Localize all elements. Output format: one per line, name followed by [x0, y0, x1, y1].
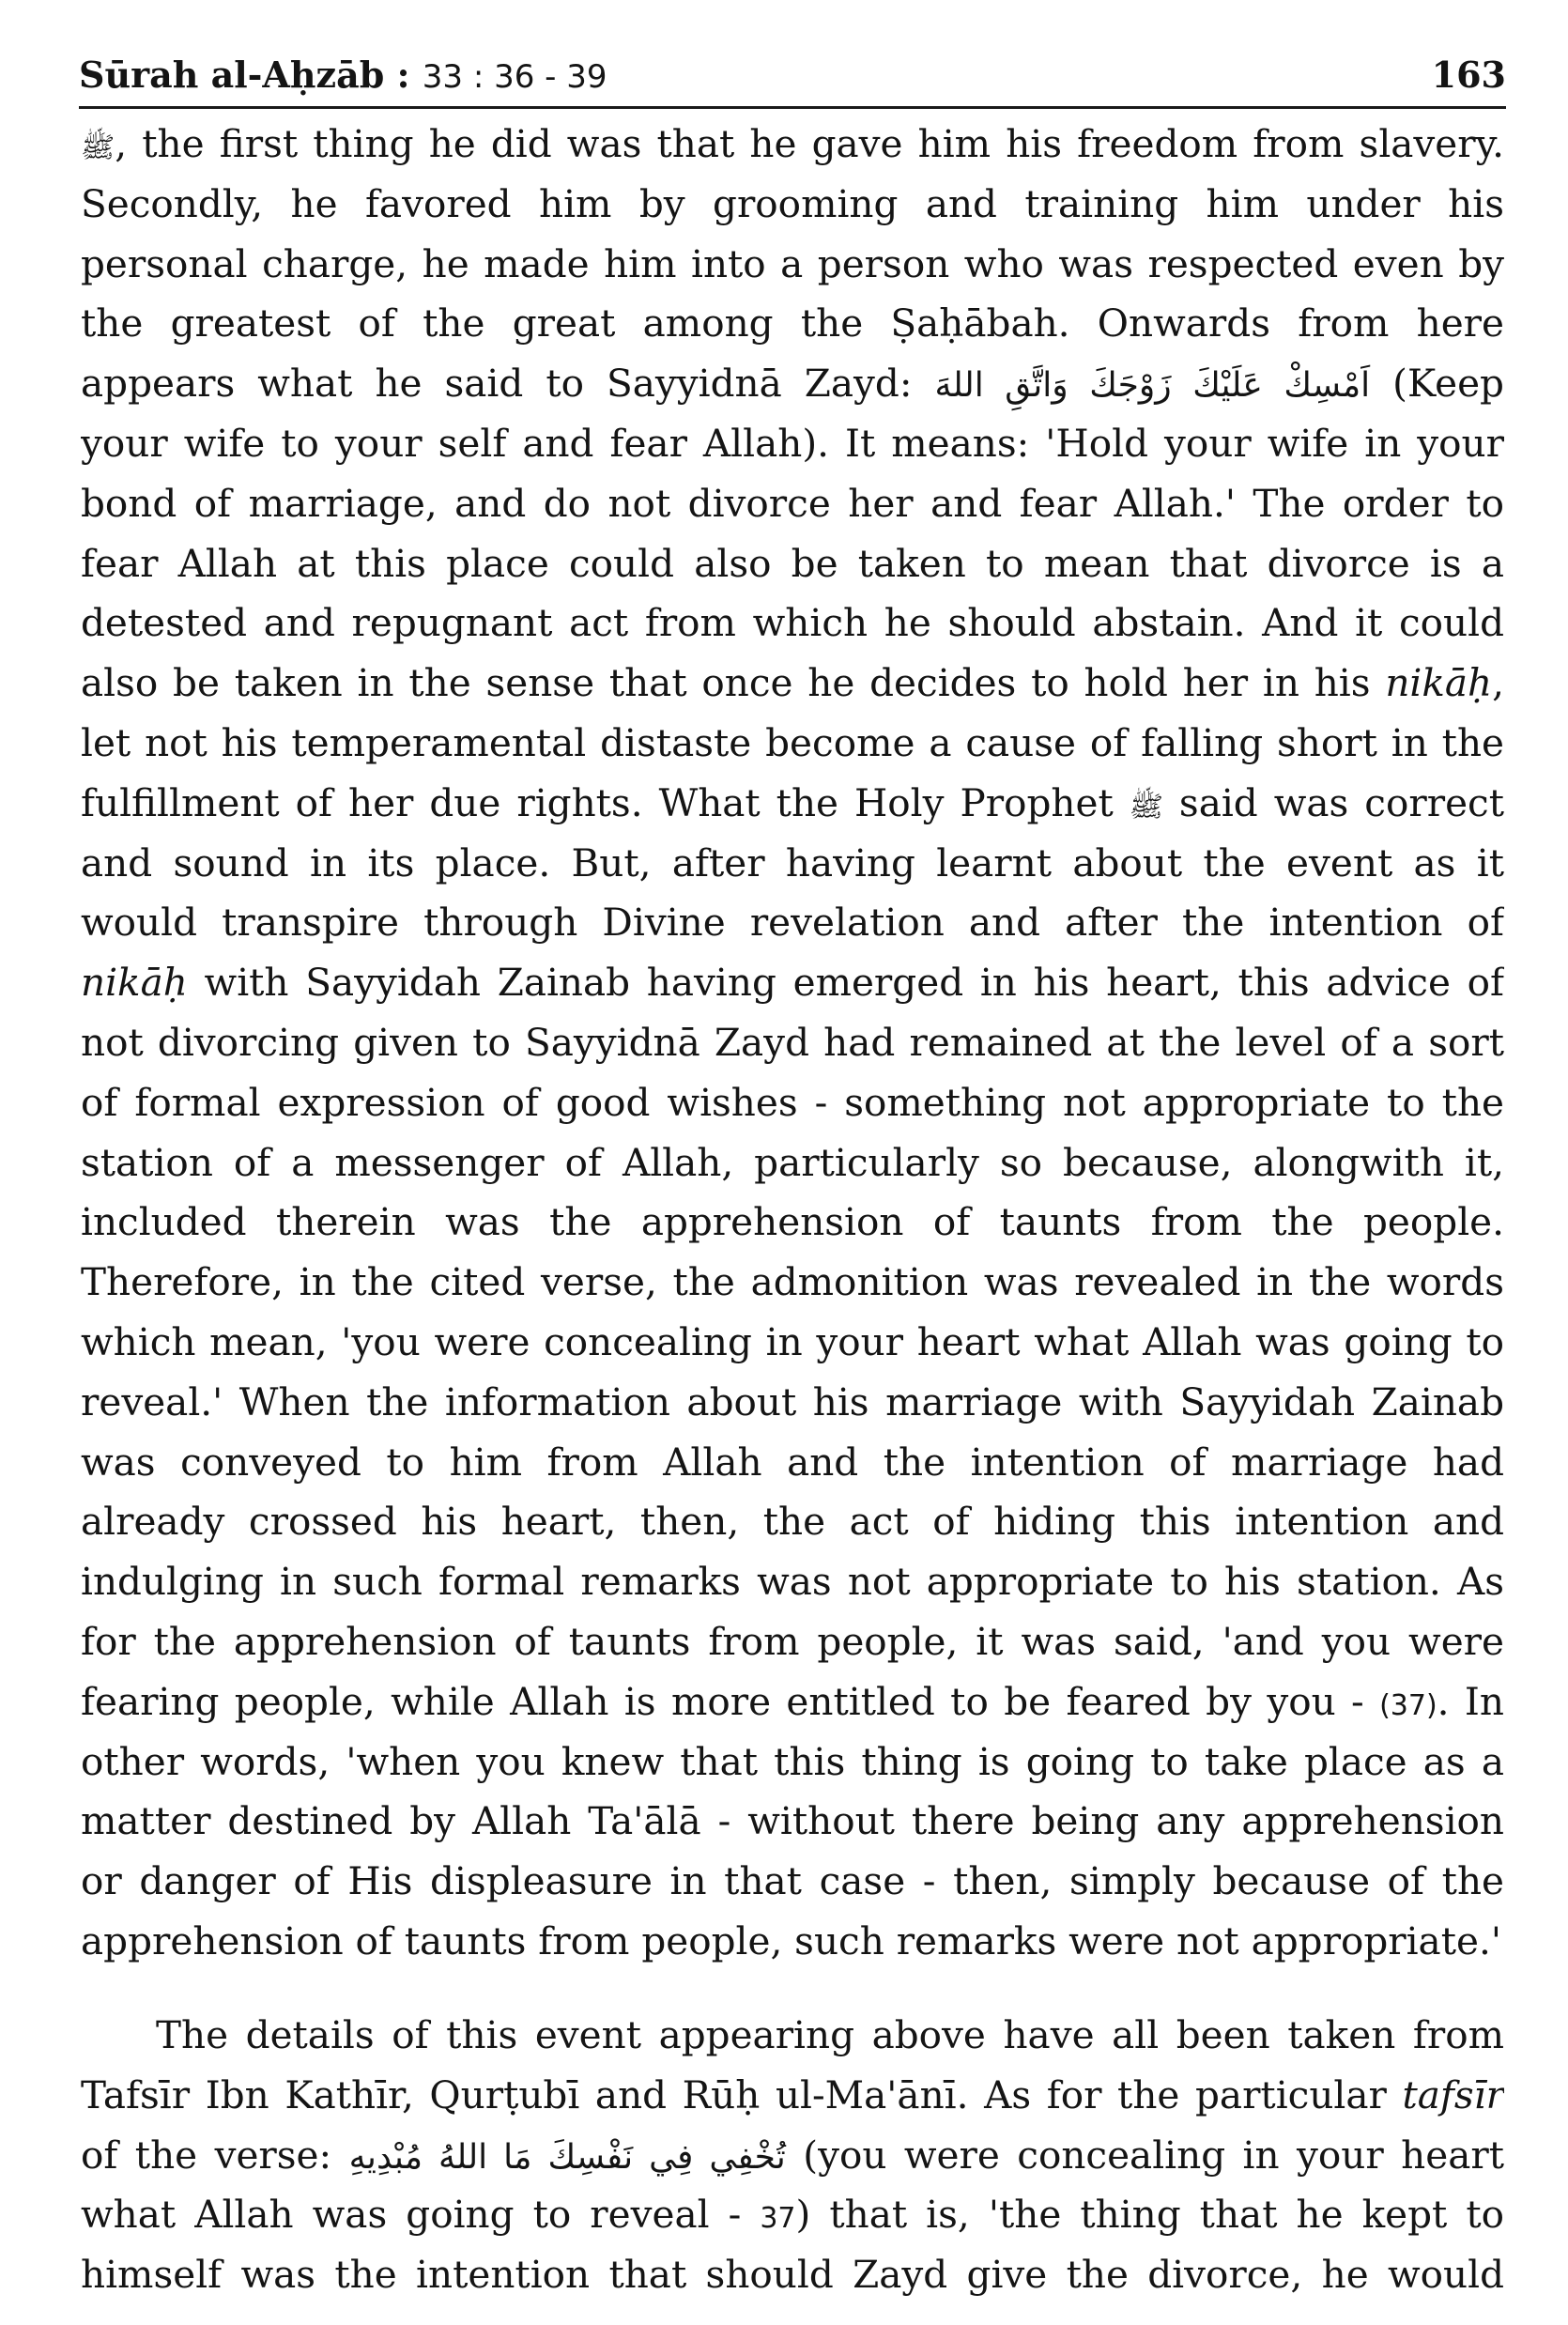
text-line: Tafsīr Ibn Kathīr, Qurṭubī and Rūḥ ul-Ma'ānī. As for the particular tafsīr: [81, 2071, 1504, 2117]
text-line: of the verse: تُخْفِي فِي نَفْسِكَ مَا اللهُ مُبْدِيهِ (you were concealing in your heart: [81, 2132, 1504, 2178]
text-line: detested and repugnant act from which he should abstain. And it could: [81, 600, 1504, 646]
text-line: and sound in its place. But, after having learnt about the event as it: [81, 839, 1504, 885]
text-line: already crossed his heart, then, the act of hiding this intention and: [81, 1499, 1504, 1545]
text-line: personal charge, he made him into a person who was respected even by: [81, 240, 1504, 286]
verse-reference: 33 : 36 - 39: [422, 58, 607, 96]
arabic-quote: تُخْفِي فِي نَفْسِكَ مَا اللهُ مُبْدِيهِ: [348, 2137, 786, 2177]
paragraph-1: [81, 115, 1504, 1972]
text-line: nikāḥ with Sayyidah Zainab having emerged in his heart, this advice of: [81, 960, 1504, 1006]
surah-name: Sūrah al-Aḥzāb :: [79, 54, 423, 96]
paragraph-2: [81, 2006, 1504, 2305]
text-line: would transpire through Divine revelation and after the intention of: [81, 900, 1504, 946]
text-line: of formal expression of good wishes - something not appropriate to the: [81, 1079, 1504, 1125]
text-line: Therefore, in the cited verse, the admonition was revealed in the words: [81, 1259, 1504, 1305]
arabic-quote: اَمْسِكْ عَلَيْكَ زَوْجَكَ وَاتَّقِ اللهَ: [934, 366, 1371, 406]
verse-number: (37): [1379, 1688, 1437, 1722]
italic-term: tafsīr: [1402, 2071, 1504, 2117]
text-line: the greatest of the great among the Ṣaḥābah. Onwards from here: [81, 300, 1504, 346]
text-line: let not his temperamental distaste become a cause of falling short in the: [81, 719, 1504, 765]
text-line: appears what he said to Sayyidnā Zayd: اَمْسِكْ عَلَيْكَ زَوْجَكَ وَاتَّقِ اللهَ (Keep: [81, 361, 1504, 407]
text-line: fulfillment of her due rights. What the Holy Prophet ﷺ said was correct: [81, 779, 1504, 825]
text-line: Secondly, he favored him by grooming and training him under his: [81, 180, 1504, 226]
page-number: 163: [1431, 54, 1506, 96]
text-line: reveal.' When the information about his marriage with Sayyidah Zainab: [81, 1378, 1504, 1424]
text-line: indulging in such formal remarks was not appropriate to his station. As: [81, 1559, 1504, 1605]
salutation-glyph: ﷺ: [81, 131, 115, 164]
text-line: included therein was the apprehension of taunts from the people.: [81, 1199, 1504, 1245]
text-line: your wife to your self and fear Allah). It means: 'Hold your wife in your: [81, 420, 1504, 466]
text-line: also be taken in the sense that once he decides to hold her in his nikāḥ,: [81, 660, 1504, 706]
text-line: or danger of His displeasure in that case - then, simply because of the: [81, 1858, 1504, 1904]
text-line: what Allah was going to reveal - 37) that is, 'the thing that he kept to: [81, 2192, 1504, 2238]
text-line: matter destined by Allah Ta'ālā - without there being any apprehension: [81, 1798, 1504, 1844]
text-line: fear Allah at this place could also be taken to mean that divorce is a: [81, 540, 1504, 586]
italic-term: nikāḥ: [1385, 660, 1493, 706]
text-line: which mean, 'you were concealing in your heart what Allah was going to: [81, 1318, 1504, 1364]
surah-title: [79, 54, 607, 96]
text-line: not divorcing given to Sayyidnā Zayd had remained at the level of a sort: [81, 1019, 1504, 1065]
text-line: fearing people, while Allah is more entitled to be feared by you - (37). In: [81, 1678, 1504, 1724]
text-line: apprehension of taunts from people, such remarks were not appropriate.': [81, 1917, 1501, 1963]
text-line: for the apprehension of taunts from people, it was said, 'and you were: [81, 1618, 1504, 1664]
text-line: station of a messenger of Allah, particularly so because, alongwith it,: [81, 1139, 1504, 1185]
italic-term: nikāḥ: [81, 960, 188, 1006]
text-line: other words, 'when you knew that this thing is going to take place as a: [81, 1738, 1504, 1784]
salutation-glyph: ﷺ: [1129, 790, 1163, 824]
text-line: ﷺ, the first thing he did was that he gave him his freedom from slavery.: [81, 121, 1504, 166]
text-line: The details of this event appearing above have all been taken from: [156, 2012, 1504, 2057]
text-line: bond of marriage, and do not divorce her and fear Allah.' The order to: [81, 480, 1504, 526]
running-header: [79, 49, 1506, 101]
text-line: was conveyed to him from Allah and the intention of marriage had: [81, 1439, 1504, 1485]
verse-number: 37: [760, 2202, 796, 2236]
text-line: himself was the intention that should Zayd give the divorce, he would: [81, 2252, 1504, 2298]
header-rule: [79, 106, 1506, 109]
